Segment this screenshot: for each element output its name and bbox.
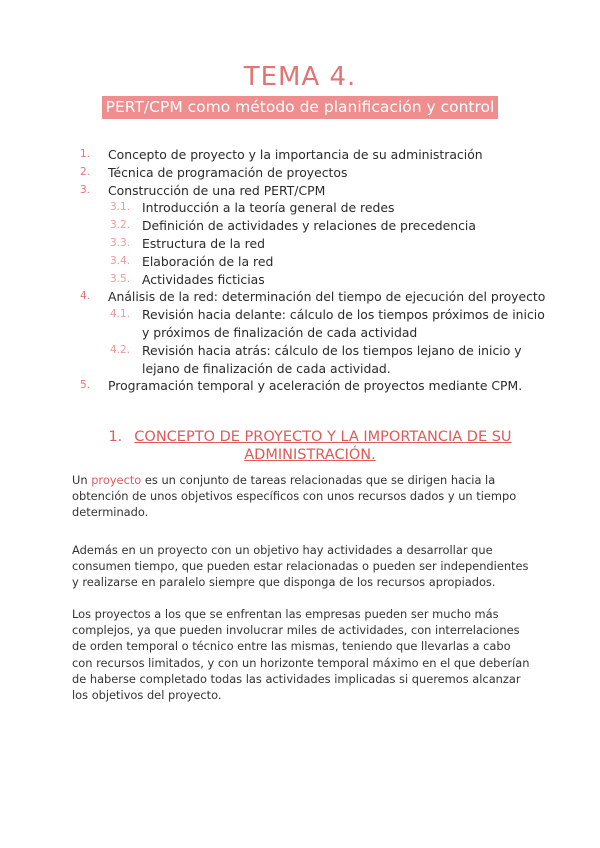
toc-item-text: Técnica de programación de proyectos [108, 164, 348, 180]
highlighted-term: proyecto [91, 473, 142, 487]
page-title: TEMA 4. [243, 62, 357, 92]
paragraph-2: Además en un proyecto con un objetivo hay actividades a desarrollar que consumen tiempo, que pueden estar relacionadas o pueden ser independientes y realizarse en paralelo siempre que disponga de los recursos apropiados. [72, 543, 529, 590]
toc-item [80, 146, 550, 164]
toc-item-text: Introducción a la teoría general de redes [142, 200, 395, 216]
paragraph-1 [72, 472, 532, 521]
toc-item-text: Revisión hacia delante: cálculo de los tiempos próximos de inicio y próximos de finalización de cada actividad [142, 307, 545, 340]
section-title: CONCEPTO DE PROYECTO Y LA IMPORTANCIA DE SU ADMINISTRACIÓN. [134, 429, 512, 463]
toc-item-number: 3.4. [110, 254, 131, 267]
toc-item [80, 342, 550, 378]
toc-item-number: 3.5. [110, 272, 131, 285]
page-subtitle: PERT/CPM como método de planificación y control [102, 96, 499, 119]
toc-item-text: Revisión hacia atrás: cálculo de los tiempos lejano de inicio y lejano de finalización de cada actividad. [142, 342, 522, 376]
toc-item-text: Estructura de la red [142, 235, 265, 251]
toc-item [80, 271, 550, 289]
toc-item-text: Programación temporal y aceleración de proyectos mediante CPM. [108, 378, 523, 394]
paragraph-1-prefix: Un [72, 473, 92, 487]
toc-item-number: 4. [80, 290, 91, 303]
toc-item-text: Definición de actividades y relaciones de precedencia [142, 218, 476, 234]
toc-item [80, 164, 550, 182]
toc-item [80, 217, 550, 235]
toc-item-number: 5. [80, 379, 91, 392]
toc-item-number: 4.1. [110, 308, 131, 321]
toc-item-number: 4.2. [110, 343, 131, 356]
paragraph-3: Los proyectos a los que se enfrentan las empresas pueden ser mucho más complejos, ya que pueden involucrar miles de actividades, con interrelaciones de orden temporal o técnico entre las mismas, teniendo que llevarlas a cabo con recursos limitados, y con un horizonte temporal máximo en el que deberían de haberse completado todas las actividades implicadas si queremos alcanzar los objetivos del proyecto. [72, 607, 530, 703]
toc-item [80, 377, 550, 395]
toc-item-text: Construcción de una red PERT/CPM [108, 182, 326, 198]
toc-item [80, 288, 550, 306]
toc-item-text: Elaboración de la red [142, 253, 274, 269]
section-number: 1. [108, 429, 123, 445]
subtitle-container [0, 96, 600, 119]
toc-item-number: 2. [80, 165, 91, 178]
toc-item [80, 199, 550, 217]
toc-item [80, 235, 550, 253]
section-heading [100, 428, 520, 464]
toc-item-number: 3.3. [110, 236, 131, 249]
toc-item-number: 3.1. [110, 201, 131, 214]
toc-item [80, 306, 550, 342]
toc-item-number: 3. [80, 183, 91, 196]
toc-item-text: Análisis de la red: determinación del tiempo de ejecución del proyecto [108, 289, 546, 305]
toc-item-number: 1. [80, 148, 91, 160]
toc-item-text: Concepto de proyecto y la importancia de su administración [108, 147, 483, 162]
toc-item-text: Actividades ficticias [142, 271, 265, 287]
toc-item [80, 253, 550, 271]
toc-item-number: 3.2. [110, 219, 131, 232]
table-of-contents [80, 146, 550, 395]
toc-item [80, 182, 550, 200]
paragraph-1-rest: es un conjunto de tareas relacionadas que se dirigen hacia la obtención de unos objetivos específicos con unos recursos dados y un tiempo determinado. [72, 473, 517, 520]
